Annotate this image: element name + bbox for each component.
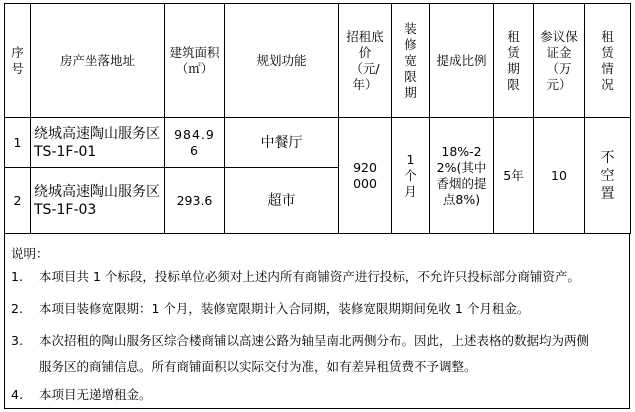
header-status: 租赁情况 [585,4,631,118]
header-price: 招租底价（元/年） [339,4,392,118]
row2-seq: 2 [5,168,31,234]
header-commission: 提成比例 [430,4,494,118]
row2-area: 293.6 [165,168,225,234]
header-area: 建筑面积（㎡） [165,4,225,118]
note-text: 本项目无递增租金。 [39,387,152,402]
lease-sheet [4,3,630,409]
row1-function: 中餐厅 [225,118,339,168]
header-lease: 租赁期限 [494,4,534,118]
row1-seq: 1 [5,118,31,168]
merged-commission: 18%-22%(其中香烟的提点8%) [430,118,494,234]
merged-status: 不空置 [585,118,631,234]
note-number: 1. [11,269,23,284]
merged-deposit: 10 [534,118,585,234]
note-number: 2. [11,301,23,316]
note-continuation: 服务区的商铺信息。所有商铺面积以实际交付为准，如有差异租赁费不予调整。 [39,359,477,374]
merged-lease: 5年 [494,118,534,234]
notes-title: 说明： [11,246,49,261]
merged-price: 920000 [339,118,392,234]
note-text: 本项目装修宽限期：1 个月，装修宽限期计入合同期，装修宽限期期间免收 1 个月租金。 [39,301,530,316]
note-text: 本次招租的陶山服务区综合楼商铺以高速公路为轴呈南北两侧分布。因此，上述表格的数据均为两侧 [39,333,590,348]
row2-address: 绕城高速陶山服务区TS-1F-03 [31,168,165,234]
table-row [5,118,631,168]
note-text: 本项目共 1 个标段，投标单位必须对上述内所有商铺资产进行投标，不允许只投标部分商铺资产。 [39,269,580,284]
row1-area: 984.96 [165,118,225,168]
notes-section [4,234,630,409]
header-decoration: 装修宽限期 [392,4,430,118]
note-item [11,328,589,354]
note-number: 3. [11,333,23,348]
header-address: 房产坐落地址 [31,4,165,118]
header-deposit: 参议保证金（万元） [534,4,585,118]
row1-address: 绕城高速陶山服务区TS-1F-01 [31,118,165,168]
header-seq: 序号 [5,4,31,118]
row2-function: 超市 [225,168,339,234]
note-item [11,264,580,290]
note-item [11,296,529,322]
header-function: 规划功能 [225,4,339,118]
note-item [11,382,152,408]
merged-decoration: 1个月 [392,118,430,234]
note-number: 4. [11,387,23,402]
lease-table [4,3,631,234]
table-header-row [5,4,631,118]
